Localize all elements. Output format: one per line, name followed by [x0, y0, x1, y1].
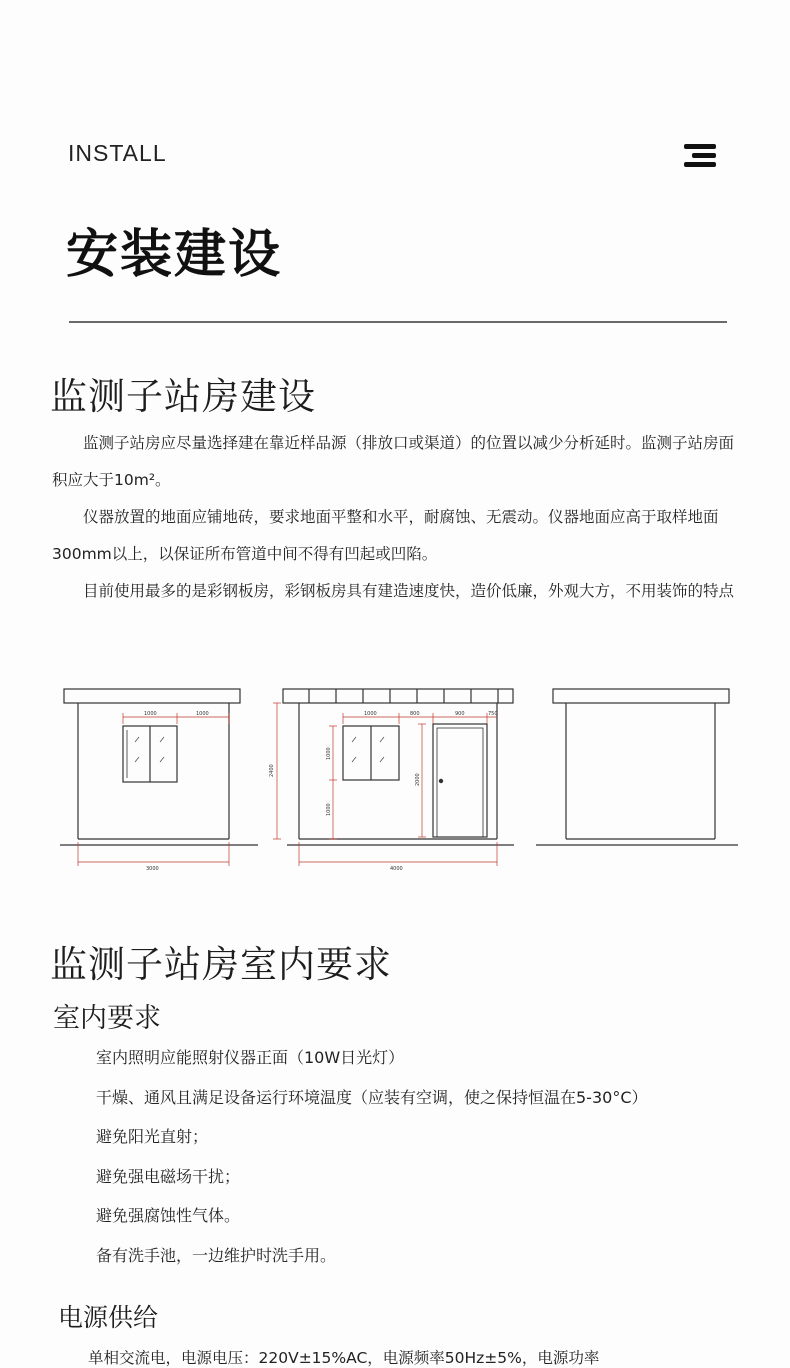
section-heading-indoor-requirements: 监测子站房室内要求	[50, 943, 392, 986]
station-elevation-drawing	[0, 680, 790, 880]
dim-label: 2400	[269, 764, 275, 777]
list-item: 避免强电磁场干扰；	[96, 1166, 241, 1186]
dim-label: 3000	[146, 866, 159, 872]
construction-text	[52, 425, 742, 610]
list-item: 避免阳光直射；	[96, 1127, 209, 1146]
dim-label: 4000	[390, 866, 403, 872]
list-item: 室内照明应能照射仪器正面（10W日光灯）	[96, 1048, 405, 1067]
paragraph: 仪器放置的地面应铺地砖，要求地面平整和水平，耐腐蚀、无震动。仪器地面应高于取样地面300mm以上，以保证所布管道中间不得有凹起或凹陷。	[52, 508, 719, 563]
list-item: 备有洗手池，一边维护时洗手用。	[96, 1245, 337, 1265]
subheading-indoor: 室内要求	[53, 1003, 161, 1034]
dim-label: 2000	[415, 773, 421, 786]
paragraph: 监测子站房应尽量选择建在靠近样品源（排放口或渠道）的位置以减少分析延时。监测子站房面积应大于10m²。	[52, 434, 735, 489]
dim-label: 1000	[144, 711, 157, 717]
paragraph: 目前使用最多的是彩钢板房，彩钢板房具有建造速度快，造价低廉，外观大方，不用装饰的特点	[83, 582, 735, 600]
dim-label: 1000	[326, 747, 332, 760]
roof	[283, 689, 513, 703]
dim-label: 1000	[326, 803, 332, 816]
list-item: 干燥、通风且满足设备运行环境温度（应装有空调，使之保持恒温在5-30°C）	[96, 1087, 648, 1107]
menu-icon[interactable]	[684, 143, 718, 167]
dim-label: 750	[488, 711, 498, 717]
power-text: 单相交流电，电源电压：220V±15%AC，电源频率50Hz±5%，电源功率	[88, 1349, 600, 1367]
dim-label: 1000	[196, 711, 209, 717]
divider	[69, 321, 727, 323]
install-label: INSTALL	[68, 140, 167, 166]
page-title: 安装建设	[66, 225, 283, 285]
requirements-list	[96, 1038, 648, 1275]
roof	[64, 689, 240, 703]
dim-label: 900	[455, 711, 465, 717]
list-item: 避免强腐蚀性气体。	[96, 1206, 241, 1225]
roof	[553, 689, 729, 703]
section-heading-station-construction: 监测子站房建设	[50, 375, 316, 418]
dim-label: 1000	[364, 711, 377, 717]
dim-label: 800	[410, 711, 420, 717]
subheading-power: 电源供给	[58, 1303, 159, 1332]
